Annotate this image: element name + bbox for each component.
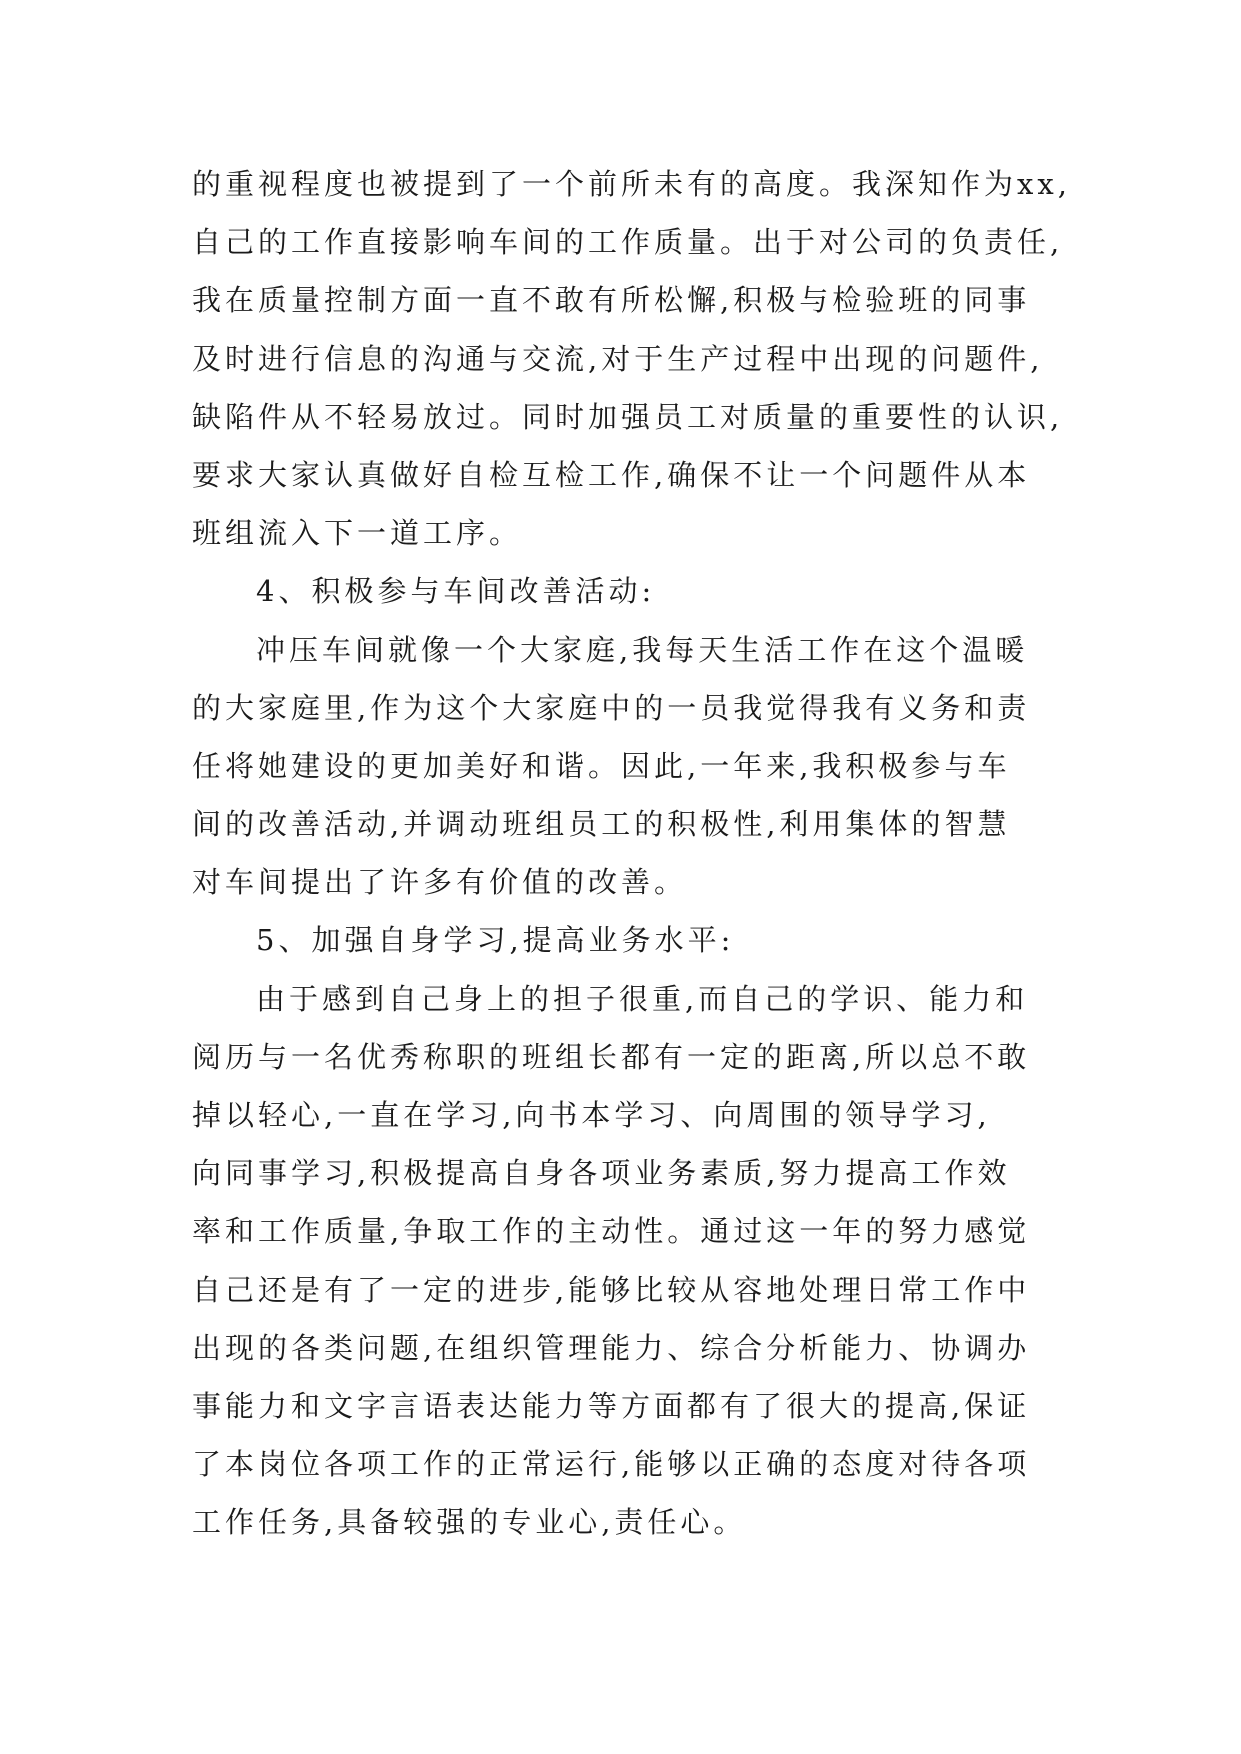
text-line: 由于感到自己身上的担子很重,而自己的学识、能力和 [256,981,1029,1016]
text-line: 及时进行信息的沟通与交流,对于生产过程中出现的问题件, [192,341,1044,376]
text-line: 出现的各类问题,在组织管理能力、综合分析能力、协调办 [192,1330,1031,1365]
text-line: 我在质量控制方面一直不敢有所松懈,积极与检验班的同事 [192,283,1031,318]
text-line: 掉以轻心,一直在学习,向书本学习、向周围的领导学习, [192,1098,991,1132]
text-line: 向同事学习,积极提高自身各项业务素质,努力提高工作效 [192,1156,1011,1191]
document-body [192,155,1082,1552]
text-line: 率和工作质量,争取工作的主动性。通过这一年的努力感觉 [192,1214,1031,1249]
text-line: 了本岗位各项工作的正常运行,能够以正确的态度对待各项 [192,1447,1031,1482]
text-line: 要求大家认真做好自检互检工作,确保不让一个问题件从本 [192,457,1031,492]
text-line: 事能力和文字言语表达能力等方面都有了很大的提高,保证 [192,1388,1031,1423]
text-line: 自己还是有了一定的进步,能够比较从容地处理日常工作中 [192,1272,1031,1307]
text-line: 4、积极参与车间改善活动: [256,574,656,609]
text-line: 的重视程度也被提到了一个前所未有的高度。我深知作为xx, [192,167,1071,201]
text-line: 冲压车间就像一个大家庭,我每天生活工作在这个温暖 [256,632,1029,667]
text-line: 缺陷件从不轻易放过。同时加强员工对质量的重要性的认识, [192,399,1064,434]
text-line: 工作任务,具备较强的专业心,责任心。 [192,1505,747,1540]
text-line: 班组流入下一道工序。 [192,516,523,551]
text-line: 5、加强自身学习,提高业务水平: [256,923,735,958]
text-line: 自己的工作直接影响车间的工作质量。出于对公司的负责任, [192,225,1064,260]
text-line: 任将她建设的更加美好和谐。因此,一年来,我积极参与车 [192,748,1011,783]
text-line: 间的改善活动,并调动班组员工的积极性,利用集体的智慧 [192,807,1011,842]
text-line: 对车间提出了许多有价值的改善。 [192,865,688,900]
text-line: 的大家庭里,作为这个大家庭中的一员我觉得我有义务和责 [192,690,1031,725]
text-line: 阅历与一名优秀称职的班组长都有一定的距离,所以总不敢 [192,1039,1031,1074]
